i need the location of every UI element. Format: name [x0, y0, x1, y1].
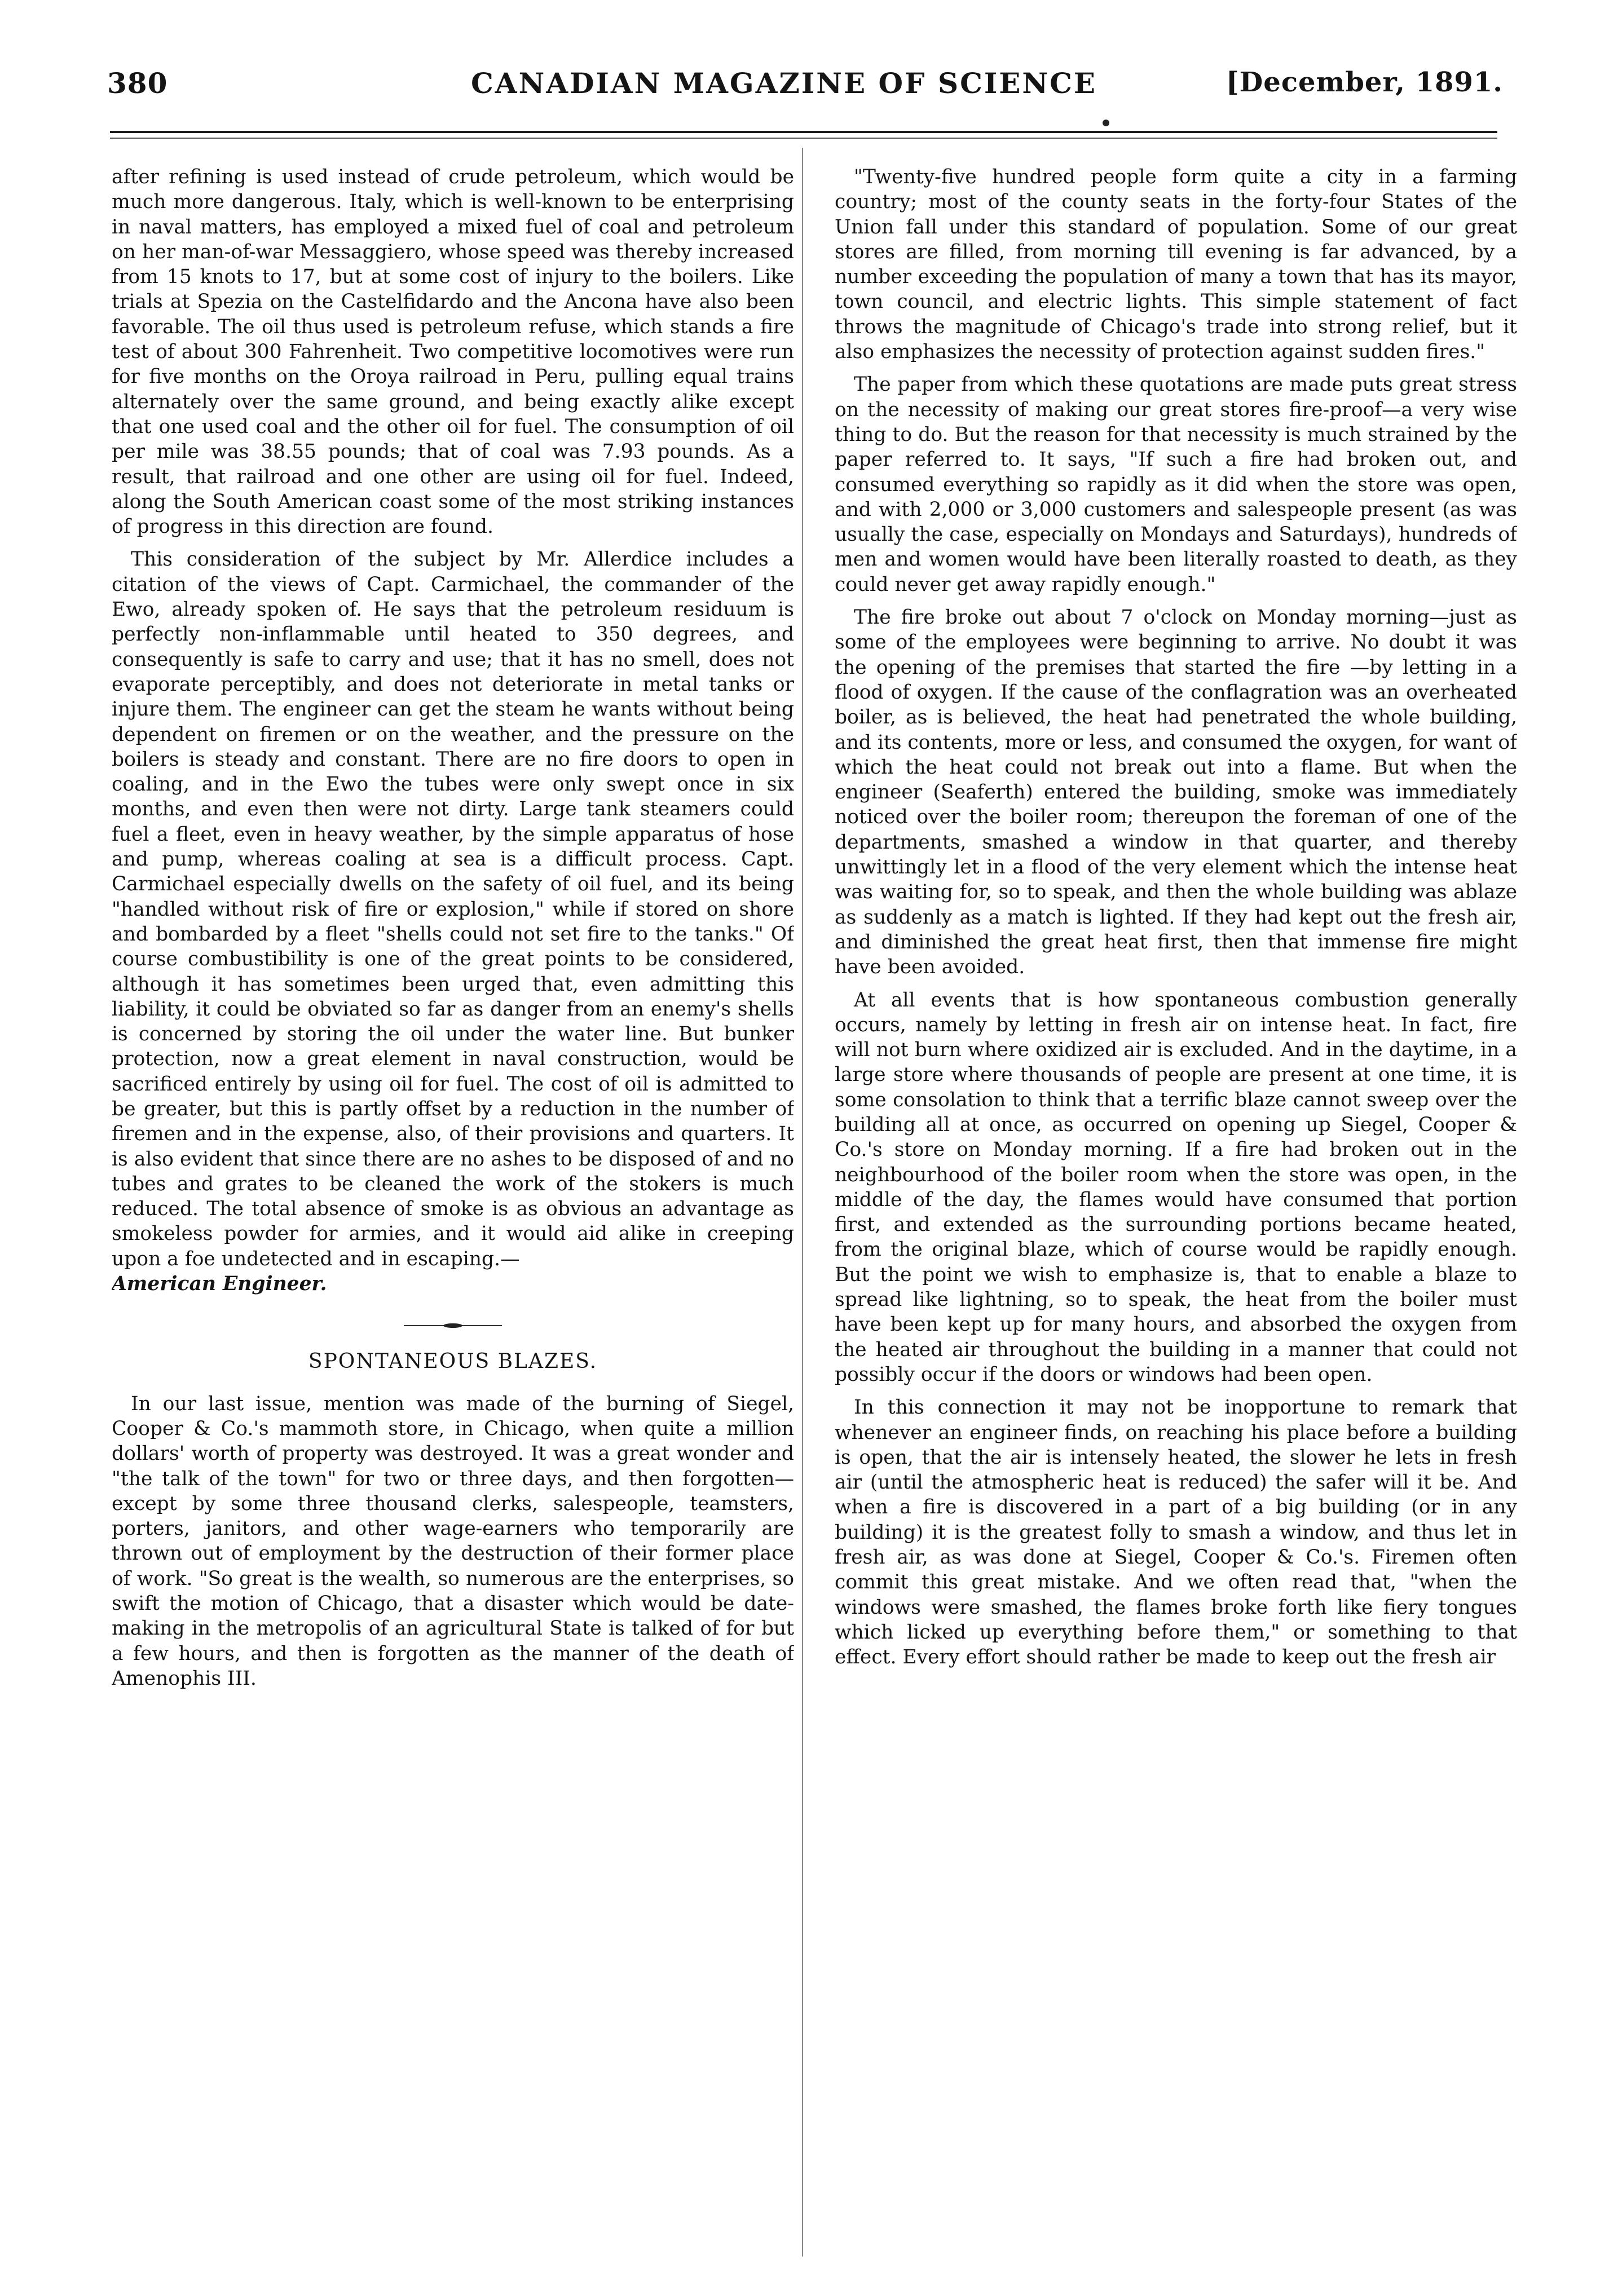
header-rule-thin [110, 138, 1497, 139]
article-signature-line [112, 1271, 794, 1296]
page-number: 380 [107, 67, 168, 100]
article-paragraph: In this connection it may not be inopportune to remark that whenever an engineer finds, on reaching his place before a building is open, that the air is intensely heated, the slower he lets in fresh air (until the atmospheric heat is reduced) the safer will it be. And when a fire is discovered in a part of a big building (or in any building) it is the greatest folly to smash a window, and thus let in fresh air, as was done at Siegel, Cooper & Co.'s. Firemen often commit this great mistake. And we often read that, "when the windows were smashed, the flames broke forth like fiery tongues which licked up everything before them," or something to that effect. Every effort should rather be made to keep out the fresh air [835, 1396, 1517, 1669]
article-signature: American Engineer. [112, 1273, 327, 1296]
column-divider [802, 148, 803, 2257]
header-dot [1103, 120, 1109, 126]
article-paragraph: This consideration of the subject by Mr. Allerdice includes a citation of the views of Capt. Carmichael, the commander of the Ewo, already spoken of. He says that the petroleum residuum is perfectly non-inflammable until heated to 350 degrees, and consequently is safe to carry and use; that it has no smell, does not evaporate perceptibly, and does not deteriorate in metal tanks or injure them. The engineer can get the steam he wants without being dependent on firemen or on the weather, and the pressure on the boilers is steady and constant. There are no fire doors to open in coaling, and in the Ewo the tubes were only swept once in six months, and even then were not dirty. Large tank steamers could fuel a fleet, even in heavy weather, by the simple apparatus of hose and pump, whereas coaling at sea is a difficult process. Capt. Carmichael especially dwells on the safety of oil fuel, and its being "handled without risk of fire or explosion," while if stored on shore and bombarded by a fleet "shells could not set fire to the tanks." Of course combustibility is one of the great points to be considered, although it has sometimes been urged that, even admitting this liability, it could be obviated so far as danger from an enemy's shells is concerned by storing the oil under the water line. But bunker protection, now a great element in naval construction, would be sacrificed entirely by using oil for fuel. The cost of oil is admitted to be greater, but this is partly offset by a reduction in the number of firemen and in the expense, also, of their provisions and quarters. It is also evident that since there are no ashes to be disposed of and no tubes and grates to be cleaned the work of the stokers is much reduced. The total absence of smoke is as obvious an advantage as smokeless powder for armies, and it would aid alike in creeping upon a foe undetected and in escaping.— [112, 548, 794, 1270]
running-head [107, 67, 1503, 112]
article-paragraph: after refining is used instead of crude petroleum, which would be much more dangerous. Italy, which is well-known to be enterprising in naval matters, has employed a mixed fuel of coal and petroleum on her man-of-war Messaggiero, whose speed was thereby increased from 15 knots to 17, but at some cost of injury to the boilers. Like trials at Spezia on the Castelfidardo and the Ancona have also been favorable. The oil thus used is petroleum refuse, which stands a fire test of about 300 Fahrenheit. Two competitive locomotives were run for five months on the Oroya railroad in Peru, pulling equal trains alternately over the same ground, and being exactly alike except that one used coal and the other oil for fuel. The consumption of oil per mile was 38.55 pounds; that of coal was 7.93 pounds. As a result, that railroad and one other are using oil for fuel. Indeed, along the South American coast some of the most striking instances of progress in this direction are found. [112, 166, 794, 538]
article-paragraph: The paper from which these quotations are made puts great stress on the necessity of making our great stores fire-proof—a very wise thing to do. But the reason for that necessity is much strained by the paper referred to. It says, "If such a fire had broken out, and consumed everything so rapidly as it did when the store was open, and with 2,000 or 3,000 customers and salespeople present (as was usually the case, especially on Mondays and Saturdays), hundreds of men and women would have been literally roasted to death, as they could never get away rapidly enough." [835, 373, 1517, 596]
left-column [112, 165, 794, 2273]
section-ornament [112, 1312, 794, 1323]
article-paragraph: At all events that is how spontaneous combustion generally occurs, namely by letting in fresh air on intense heat. In fact, fire will not burn where oxidized air is excluded. And in the daytime, in a large store where thousands of people are present at one time, it is some consolation to think that a terrific blaze cannot sweep over the building all at once, as occurred on opening up Siegel, Cooper & Co.'s store on Monday morning. If a fire had broken out in the neighbourhood of the boiler room when the store was open, in the middle of the day, the flames would have consumed that portion first, and extended as the surrounding portions became heated, from the original blaze, which of course would be rapidly enough. But the point we wish to emphasize is, that to enable a blaze to spread like lightning, so to speak, the heat from the boiler must have been kept up for many hours, and absorbed the oxygen from the heated air throughout the building in a manner that could not possibly occur if the doors or windows had been open. [835, 988, 1517, 1386]
right-column [835, 165, 1517, 2273]
journal-title: CANADIAN MAGAZINE OF SCIENCE [471, 67, 1097, 100]
article-paragraph: "Twenty-five hundred people form quite a city in a farming country; most of the county seats in the forty-four States of the Union fall under this standard of population. Some of our great stores are filled, from morning till evening is far advanced, by a number exceeding the population of many a town that has its mayor, town council, and electric lights. This simple statement of fact throws the magnitude of Chicago's trade into strong relief, but it also emphasizes the necessity of protection against sudden fires." [835, 166, 1517, 364]
section-heading: SPONTANEOUS BLAZES. [308, 1350, 598, 1374]
header-rule-thick [110, 131, 1497, 133]
article-paragraph: In our last issue, mention was made of the burning of Siegel, Cooper & Co.'s mammoth store, in Chicago, when quite a million dollars' worth of property was destroyed. It was a great wonder and "the talk of the town" for two or three days, and then forgotten—except by some three thousand clerks, salespeople, teamsters, porters, janitors, and other wage-earners who temporarily are thrown out of employment by the destruction of their former place of work. "So great is the wealth, so numerous are the enterprises, so swift the motion of Chicago, that a disaster which would be date-making in the metropolis of an agricultural State is talked of for but a few hours, and then is forgotten as the manner of the death of Amenophis III. [112, 1392, 794, 1690]
article-paragraph: The fire broke out about 7 o'clock on Monday morning—just as some of the employees were beginning to arrive. No doubt it was the opening of the premises that started the fire —by letting in a flood of oxygen. If the cause of the conflagration was an overheated boiler, as is believed, the heat had penetrated the whole building, and its contents, more or less, and consumed the oxygen, for want of which the heat could not break out into a flame. But when the engineer (Seaferth) entered the building, smoke was immediately noticed over the boiler room; thereupon the foreman of one of the departments, smashed a window in that quarter, and thereby unwittingly let in a flood of the very element which the intense heat was waiting for, so to speak, and then the whole building was ablaze as suddenly as a match is lighted. If they had kept out the fresh air, and diminished the great heat first, then that immense fire might have been avoided. [835, 606, 1517, 979]
issue-date: [December, 1891. [1226, 67, 1503, 98]
